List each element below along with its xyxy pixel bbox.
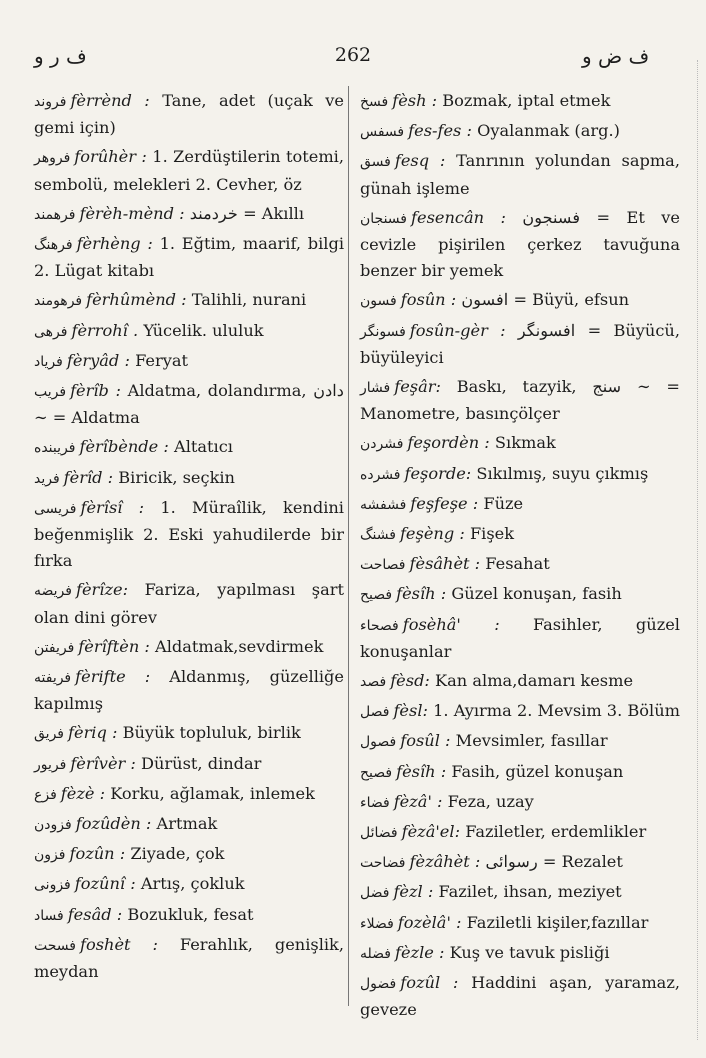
entry-definition: Bozmak, iptal etmek: [442, 91, 611, 110]
entry-definition: Ferahlık, genişlik, meydan: [34, 934, 345, 982]
entry-arabic-script: فزودن: [34, 817, 72, 834]
entry-headword: fèrîsî :: [80, 497, 145, 517]
dictionary-entry: [34, 201, 344, 228]
entry-headword: fèriq :: [68, 723, 118, 743]
entry-headword: fèrifte :: [75, 667, 151, 687]
page-edge-marks: [697, 60, 700, 1040]
entry-definition: Biricik, seçkin: [118, 467, 235, 487]
entry-headword: fesq :: [394, 151, 446, 171]
dictionary-entry: [360, 148, 680, 201]
entry-arabic-script: فسق: [360, 154, 391, 171]
entry-arabic-script: فسنجان: [360, 210, 407, 227]
entry-arabic-script: فرهی: [34, 323, 68, 340]
entry-arabic-script: فریفتن: [34, 639, 75, 656]
column-divider: [348, 86, 349, 1006]
entry-headword: fozûn :: [69, 844, 126, 864]
dictionary-entry: [34, 634, 344, 661]
dictionary-entry: [360, 287, 680, 314]
entry-arabic-script: فریق: [34, 726, 64, 743]
dictionary-entry: [34, 664, 344, 717]
entry-headword: fèsh :: [392, 91, 438, 110]
entry-arabic-script: فریسی: [34, 500, 77, 517]
entry-definition: Baskı, tazyik, سنج ∼ = Manometre, basınçölçer: [360, 377, 680, 424]
entry-definition: Tane, adet (uçak ve gemi için): [34, 91, 344, 138]
entry-arabic-script: فشنگ: [360, 527, 396, 544]
entry-headword: fèzl :: [393, 882, 434, 902]
entry-arabic-script: فضائل: [360, 825, 398, 842]
entry-arabic-script: فرهنگ: [34, 237, 73, 254]
entry-headword: fèsîh :: [396, 584, 447, 604]
dictionary-entry: [360, 879, 680, 906]
dictionary-entry: [360, 970, 680, 1023]
entry-definition: Talihli, nurani: [191, 290, 307, 310]
entry-arabic-script: فسحت: [34, 937, 76, 954]
entry-headword: fèrrohî .: [71, 320, 139, 340]
dictionary-entry: [34, 318, 344, 345]
dictionary-entry: [360, 461, 680, 488]
entry-arabic-script: فرهومند: [34, 293, 83, 310]
dictionary-entry: [34, 577, 344, 630]
entry-definition: Feza, uzay: [447, 791, 534, 811]
dictionary-entry: [34, 841, 344, 868]
dictionary-entry: [34, 932, 344, 985]
dictionary-entry: [34, 902, 344, 929]
entry-headword: fozûdèn :: [75, 814, 152, 834]
entry-definition: رسوائی = Rezalet: [485, 852, 623, 872]
entry-arabic-script: فصاحت: [360, 557, 406, 574]
entry-headword: fosûn :: [400, 290, 457, 310]
entry-arabic-script: فروند: [34, 94, 67, 110]
dictionary-entry: [360, 910, 680, 937]
entry-arabic-script: فریاد: [34, 353, 63, 370]
entry-headword: fosèhâ' :: [402, 614, 500, 634]
entry-arabic-script: فسون: [360, 293, 397, 310]
dictionary-entry: [34, 495, 344, 575]
entry-arabic-script: فصحاء: [360, 617, 399, 634]
page-header: [0, 44, 706, 74]
entry-arabic-script: فساد: [34, 907, 64, 924]
entry-arabic-script: فزونی: [34, 877, 71, 894]
entry-arabic-script: فریبنده: [34, 440, 76, 457]
entry-definition: Mevsimler, fasıllar: [455, 731, 608, 751]
dictionary-entry: [34, 348, 344, 375]
entry-headword: fèrîb :: [70, 381, 121, 401]
entry-arabic-script: فضله: [360, 945, 391, 962]
entry-headword: feşordèn :: [407, 433, 490, 453]
entry-headword: fosûl :: [400, 731, 451, 751]
entry-definition: Yücelik. ululuk: [143, 320, 264, 340]
dictionary-entry: [34, 720, 344, 747]
entry-arabic-script: فزون: [34, 847, 66, 864]
dictionary-entry: [34, 378, 344, 431]
dictionary-entry: [34, 287, 344, 314]
entry-definition: Tanrının yolundan sapma, günah işleme: [360, 151, 680, 198]
entry-arabic-script: فسخ: [360, 94, 389, 110]
entry-definition: 1. Ayırma 2. Mevsim 3. Bölüm: [433, 701, 680, 721]
entry-definition: 1. Müraîlik, kendini beğenmişlik 2. Eski yahudilerde bir fırka: [34, 497, 344, 571]
entry-headword: fèrhèng :: [76, 234, 153, 254]
entry-definition: Aldatmak,sevdirmek: [155, 636, 324, 656]
entry-definition: Fasihler, güzel konuşanlar: [360, 614, 680, 661]
entry-arabic-script: فصیح: [360, 587, 393, 604]
dictionary-entry: [34, 781, 344, 808]
entry-headword: forûhèr :: [74, 147, 147, 167]
right-column: [360, 88, 680, 1027]
entry-definition: Fişek: [469, 524, 515, 544]
entry-headword: feşèng :: [399, 524, 465, 544]
dictionary-entry: [360, 668, 680, 695]
header-right-letters: ف ض و: [582, 44, 650, 68]
entry-headword: fèzâhèt :: [409, 852, 481, 872]
entry-headword: fèzâ' :: [393, 791, 443, 811]
entry-definition: Altatıcı: [174, 437, 233, 457]
entry-definition: Füze: [483, 493, 524, 513]
entry-headword: fesencân :: [411, 207, 506, 227]
dictionary-entry: [34, 871, 344, 898]
entry-headword: fèrîftèn :: [78, 636, 150, 656]
entry-definition: 1. Eğtim, maarif, bilgi 2. Lügat kitabı: [34, 234, 345, 281]
entry-arabic-script: فریور: [34, 756, 67, 773]
dictionary-entry: [360, 551, 680, 578]
entry-definition: افسون = Büyü, efsun: [461, 290, 630, 310]
entry-definition: Sıkılmış, suyu çıkmış: [476, 463, 649, 483]
dictionary-entry: [360, 728, 680, 755]
dictionary-entry: [360, 318, 680, 371]
dictionary-entry: [360, 581, 680, 608]
entry-definition: Fazilet, ihsan, meziyet: [438, 882, 622, 902]
entry-arabic-script: فریب: [34, 384, 67, 401]
entry-arabic-script: فصیح: [360, 764, 393, 781]
entry-headword: fèsl:: [393, 701, 428, 721]
entry-definition: Kan alma,damarı kesme: [435, 671, 634, 691]
entry-definition: Faziletler, erdemlikler: [465, 822, 647, 842]
dictionary-entry: [360, 205, 680, 285]
entry-definition: Ziyade, çok: [130, 844, 225, 864]
entry-arabic-script: فضاحت: [360, 855, 406, 872]
dictionary-entry: [360, 849, 680, 876]
entry-arabic-script: فریفته: [34, 670, 72, 687]
entry-definition: Artış, çokluk: [140, 874, 245, 894]
dictionary-entry: [360, 430, 680, 457]
header-left-letters: ف ر و: [34, 44, 87, 68]
entry-definition: Dürüst, dindar: [141, 753, 262, 773]
dictionary-entry: [360, 789, 680, 816]
entry-headword: fèrèh-mènd :: [79, 203, 185, 223]
dictionary-entry: [360, 374, 680, 427]
dictionary-entry: [360, 940, 680, 967]
dictionary-entry: [34, 88, 344, 141]
entry-arabic-script: فضل: [360, 885, 390, 902]
entry-arabic-script: فروهر: [34, 150, 71, 167]
dictionary-entry: [360, 759, 680, 786]
entry-arabic-script: فضاء: [360, 794, 390, 811]
entry-definition: Büyük topluluk, birlik: [122, 723, 301, 743]
entry-arabic-script: فصد: [360, 674, 387, 691]
dictionary-entry: [34, 811, 344, 838]
entry-headword: feşorde:: [404, 463, 472, 483]
entry-headword: fèrrènd :: [70, 91, 150, 110]
entry-arabic-script: فشردن: [360, 436, 404, 453]
entry-headword: fèrîbènde :: [79, 437, 169, 457]
entry-arabic-script: فسفس: [360, 124, 405, 141]
entry-headword: fèzle :: [394, 942, 445, 962]
entry-definition: 1. Zerdüştilerin totemi, sembolü, melekleri 2. Cevher, öz: [34, 147, 345, 194]
entry-arabic-script: فصل: [360, 704, 390, 721]
page-number: 262: [334, 44, 372, 66]
dictionary-entry: [34, 231, 344, 284]
entry-definition: Faziletli kişiler,fazıllar: [466, 912, 649, 932]
entry-definition: فسنجون = Et ve cevizle pişirilen çerkez tavuğuna benzer bir yemek: [360, 207, 680, 281]
entry-headword: foshèt :: [79, 934, 158, 954]
entry-definition: Haddini aşan, yaramaz, geveze: [360, 973, 681, 1020]
entry-definition: Oyalanmak (arg.): [477, 121, 620, 141]
entry-arabic-script: فسونگر: [360, 323, 406, 340]
entry-definition: Artmak: [156, 814, 218, 834]
entry-arabic-script: فضول: [360, 976, 397, 993]
entry-definition: Kuş ve tavuk pisliği: [449, 942, 610, 962]
dictionary-entry: [360, 612, 680, 665]
entry-headword: feşâr:: [394, 377, 441, 397]
left-column: [34, 88, 344, 988]
dictionary-entry: [360, 491, 680, 518]
dictionary-entry: [34, 434, 344, 461]
entry-headword: fèzâ'el:: [401, 822, 461, 842]
entry-arabic-script: فریضه: [34, 583, 72, 600]
entry-definition: Bozukluk, fesat: [127, 904, 254, 924]
dictionary-entry: [360, 88, 680, 115]
dictionary-entry: [360, 521, 680, 548]
dictionary-entry: [34, 751, 344, 778]
entry-definition: Fasih, güzel konuşan: [451, 761, 624, 781]
entry-definition: Feryat: [135, 350, 189, 370]
entry-arabic-script: فزع: [34, 786, 57, 803]
entry-headword: fèryâd :: [66, 350, 130, 370]
entry-arabic-script: فضلاء: [360, 915, 394, 932]
entry-headword: feşfeşe :: [410, 493, 479, 513]
entry-definition: Korku, ağlamak, inlemek: [110, 783, 315, 803]
entry-arabic-script: فرهمند: [34, 206, 76, 223]
entry-definition: Fariza, yapılması şart olan dini görev: [34, 580, 344, 627]
entry-definition: Aldatma, dolandırma, دادن ∼ = Aldatma: [34, 381, 344, 428]
entry-headword: fosûn-gèr :: [409, 320, 506, 340]
entry-definition: Aldanmış, güzelliğe kapılmış: [34, 667, 344, 714]
entry-headword: fèsîh :: [396, 761, 447, 781]
dictionary-entry: [360, 118, 680, 145]
dictionary-entry: [34, 144, 344, 197]
entry-headword: fèzè :: [60, 783, 106, 803]
entry-definition: خردمند = Akıllı: [189, 203, 304, 223]
entry-headword: fes-fes :: [408, 121, 472, 141]
entry-arabic-script: فرید: [34, 470, 60, 487]
entry-definition: Fesahat: [485, 554, 550, 574]
entry-headword: fèsd:: [390, 671, 430, 691]
entry-arabic-script: فشار: [360, 380, 391, 397]
dictionary-entry: [360, 698, 680, 725]
entry-arabic-script: فشفشه: [360, 496, 407, 513]
entry-headword: fozûl :: [400, 973, 459, 993]
entry-headword: fèrhûmènd :: [86, 290, 187, 310]
entry-headword: fozûnî :: [74, 874, 136, 894]
entry-headword: fèrîd :: [63, 467, 114, 487]
entry-headword: fèrîvèr :: [70, 753, 136, 773]
entry-definition: Sıkmak: [494, 433, 556, 453]
entry-headword: fèsâhèt :: [409, 554, 481, 574]
entry-headword: fozèlâ' :: [397, 912, 462, 932]
entry-arabic-script: فشرده: [360, 466, 401, 483]
entry-definition: افسونگر = Büyücü, büyüleyici: [360, 320, 680, 367]
dictionary-entry: [360, 819, 680, 846]
entry-headword: fèrîze:: [75, 580, 129, 600]
entry-definition: Güzel konuşan, fasih: [451, 584, 622, 604]
entry-arabic-script: فصول: [360, 734, 397, 751]
dictionary-entry: [34, 465, 344, 492]
entry-headword: fesâd :: [67, 904, 123, 924]
